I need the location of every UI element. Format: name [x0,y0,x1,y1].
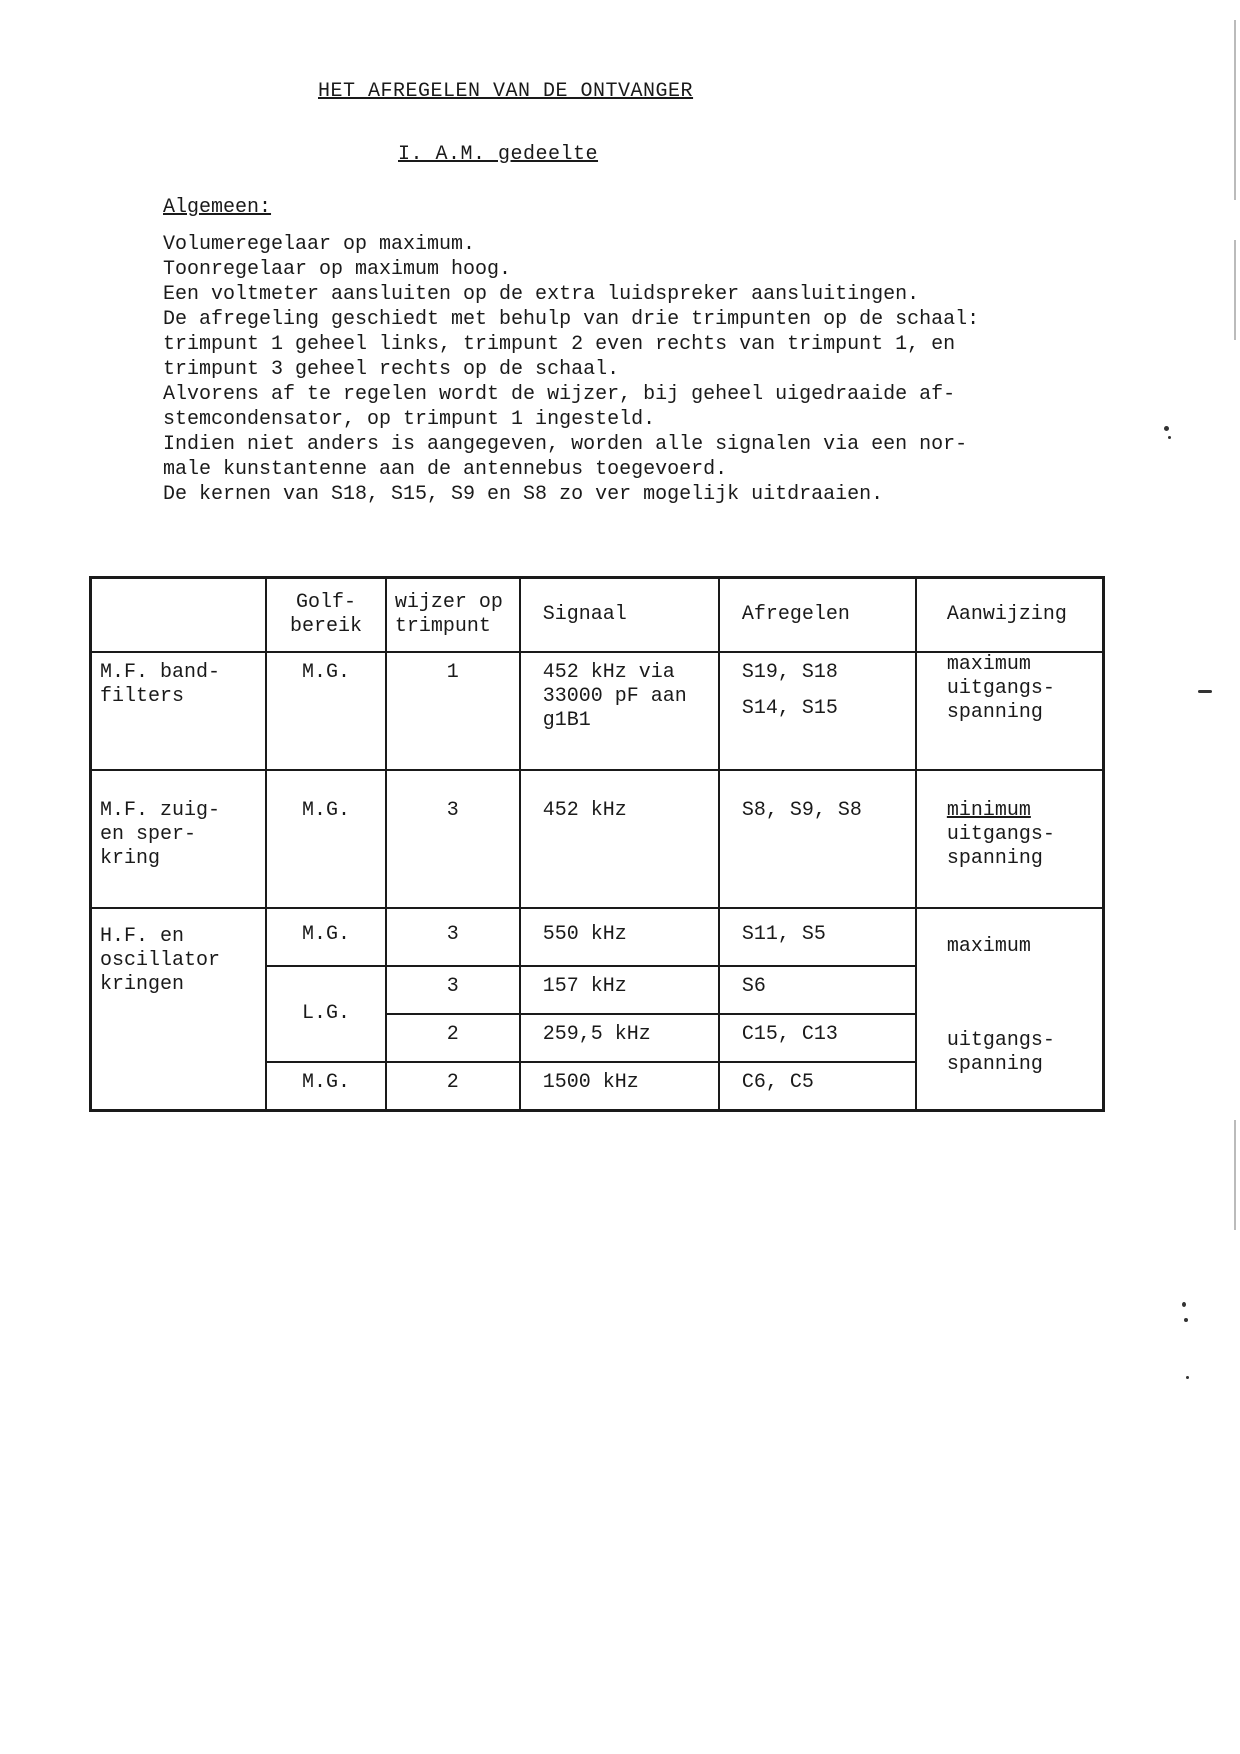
spacer [947,959,1094,1029]
header-section [91,578,267,653]
cell-wijzer: 2 [386,1062,520,1111]
cell-text: kring [100,847,161,870]
header-wijzer-line1: wijzer op [394,591,503,614]
intro-line: Een voltmeter aansluiten op de extra luidspreker aansluitingen. [163,283,920,306]
cell-text: spanning [946,1053,1043,1076]
cell-text: maximum [946,653,1031,676]
cell-golfbereik: M.G. [266,1062,386,1111]
cell-text: uitgangs- [946,1029,1055,1052]
cell-text: 452 kHz via [542,661,675,684]
cell-text: 33000 pF aan [542,685,687,708]
scan-speck [1184,1318,1188,1322]
cell-text: minimum [946,799,1031,822]
cell-afregelen: C15, C13 [719,1014,916,1062]
intro-line: De afregeling geschiedt met behulp van drie trimpunten op de schaal: [163,308,980,331]
cell-afregelen: S6 [719,966,916,1014]
scan-edge-line [1234,20,1236,200]
cell-afregelen: S8, S9, S8 [719,770,916,908]
cell-section [91,770,267,908]
scan-speck [1168,436,1171,439]
intro-line: male kunstantenne aan de antennebus toegevoerd. [163,458,728,481]
cell-signaal: 1500 kHz [520,1062,719,1111]
scan-edge-line [1234,240,1236,340]
cell-afregelen: S11, S5 [719,908,916,966]
header-wijzer-line2: trimpunt [394,615,491,638]
intro-line: trimpunt 1 geheel links, trimpunt 2 even rechts van trimpunt 1, en [163,333,956,356]
cell-text: en sper- [100,823,197,846]
table-row [91,908,1104,966]
cell-golfbereik: L.G. [266,966,386,1062]
page-subtitle: I. A.M. gedeelte [398,143,599,166]
cell-signaal: 157 kHz [520,966,719,1014]
table-header-row [91,578,1104,653]
cell-section [91,652,267,770]
header-golfbereik-line2: bereik [289,615,362,638]
cell-golfbereik: M.G. [266,908,386,966]
cell-text: maximum [946,935,1031,958]
cell-signaal: 452 kHz [520,770,719,908]
header-aanwijzing: Aanwijzing [916,578,1104,653]
scan-edge-line [1234,1120,1236,1230]
cell-aanwijzing [916,652,1104,770]
intro-paragraph [163,232,979,507]
cell-afregelen [719,652,916,770]
header-afregelen: Afregelen [719,578,916,653]
cell-text: spanning [946,701,1043,724]
intro-line: stemcondensator, op trimpunt 1 ingesteld. [163,408,656,431]
cell-text: uitgangs- [946,823,1055,846]
header-golfbereik [266,578,386,653]
cell-wijzer: 2 [386,1014,520,1062]
cell-text: kringen [100,973,185,996]
intro-line: Alvorens af te regelen wordt de wijzer, bij geheel uigedraaide af- [163,383,956,406]
cell-aanwijzing [916,770,1104,908]
cell-text: H.F. en [100,925,185,948]
cell-text: g1B1 [542,709,591,732]
cell-text: S14, S15 [741,697,838,720]
cell-text: filters [100,685,185,708]
table-row [91,770,1104,908]
scan-speck [1182,1302,1186,1307]
cell-text: uitgangs- [946,677,1055,700]
cell-afregelen: C6, C5 [719,1062,916,1111]
cell-text: spanning [946,847,1043,870]
header-wijzer [386,578,520,653]
cell-signaal [520,652,719,770]
table-row [91,652,1104,770]
cell-signaal: 550 kHz [520,908,719,966]
section-heading: Algemeen: [163,196,272,219]
cell-golfbereik: M.G. [266,652,386,770]
header-signaal: Signaal [520,578,719,653]
intro-line: Toonregelaar op maximum hoog. [163,258,512,281]
cell-text: M.F. band- [100,661,221,684]
scan-speck [1198,690,1212,693]
alignment-table [89,576,1105,1112]
intro-line: De kernen van S18, S15, S9 en S8 zo ver mogelijk uitdraaien. [163,483,884,506]
cell-wijzer: 1 [386,652,520,770]
cell-wijzer: 3 [386,966,520,1014]
scan-speck [1164,426,1169,431]
cell-section [91,908,267,1111]
intro-line: trimpunt 3 geheel rechts op de schaal. [163,358,620,381]
cell-text: oscillator [100,949,221,972]
cell-aanwijzing [916,908,1104,1111]
cell-text: M.F. zuig- [100,799,221,822]
page-title: HET AFREGELEN VAN DE ONTVANGER [318,80,694,103]
cell-text: S19, S18 [741,661,838,684]
header-golfbereik-line1: Golf- [295,591,356,614]
intro-line: Indien niet anders is aangegeven, worden alle signalen via een nor- [163,433,968,456]
cell-wijzer: 3 [386,770,520,908]
cell-signaal: 259,5 kHz [520,1014,719,1062]
cell-golfbereik: M.G. [266,770,386,908]
cell-wijzer: 3 [386,908,520,966]
intro-line: Volumeregelaar op maximum. [163,233,476,256]
scan-speck [1186,1376,1189,1379]
